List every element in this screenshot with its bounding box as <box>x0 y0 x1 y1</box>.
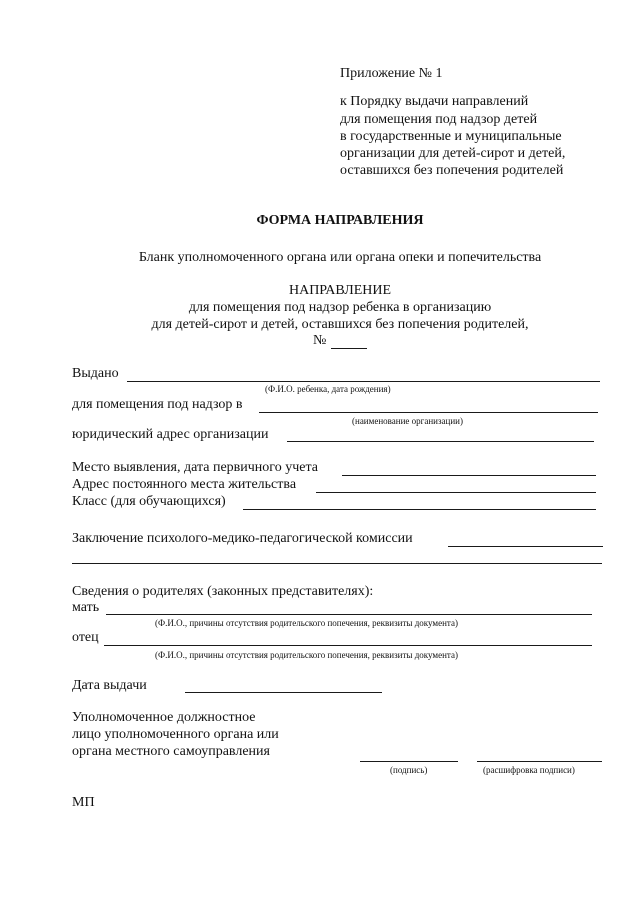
form-heading: ФОРМА НАПРАВЛЕНИЯ <box>256 213 424 228</box>
father-hint: (Ф.И.О., причины отсутствия родительского попечения, реквизиты документа) <box>155 650 458 660</box>
placement-line[interactable] <box>259 412 598 413</box>
placement-hint: (наименование организации) <box>352 416 463 426</box>
placement-label: для помещения под надзор в <box>72 397 243 412</box>
decode-hint: (расшифровка подписи) <box>483 765 575 775</box>
appendix-line: для помещения под надзор детей <box>340 112 538 127</box>
grade-label: Класс (для обучающихся) <box>72 494 226 509</box>
signature-line-text: лицо уполномоченного органа или <box>72 727 279 742</box>
appendix-line: организации для детей-сирот и детей, <box>340 146 566 161</box>
mother-line[interactable] <box>106 614 592 615</box>
grade-line[interactable] <box>243 509 596 510</box>
mother-hint: (Ф.И.О., причины отсутствия родительского попечения, реквизиты документа) <box>155 618 458 628</box>
mother-label: мать <box>72 600 100 615</box>
decode-line[interactable] <box>477 761 602 762</box>
appendix-title: Приложение № 1 <box>340 66 443 81</box>
father-line[interactable] <box>104 645 592 646</box>
commission-label: Заключение психолого-медико-педагогической комиссии <box>72 531 413 546</box>
father-label: отец <box>72 630 99 645</box>
detection-place-label: Место выявления, дата первичного учета <box>72 460 318 475</box>
direction-line: для помещения под надзор ребенка в организацию <box>188 300 492 315</box>
detection-place-line[interactable] <box>342 475 596 476</box>
appendix-line: в государственные и муниципальные <box>340 129 562 144</box>
sign-line[interactable] <box>360 761 458 762</box>
sign-hint: (подпись) <box>390 765 428 775</box>
number-line[interactable] <box>331 348 367 349</box>
number-label: № <box>313 333 327 348</box>
commission-line[interactable] <box>448 546 603 547</box>
issue-date-label: Дата выдачи <box>72 678 147 693</box>
direction-line: для детей-сирот и детей, оставшихся без попечения родителей, <box>151 317 529 332</box>
direction-title: НАПРАВЛЕНИЕ <box>288 283 392 298</box>
issue-date-line[interactable] <box>185 692 382 693</box>
stamp-label: МП <box>72 795 95 810</box>
issued-label: Выдано <box>72 366 119 381</box>
legal-address-label: юридический адрес организации <box>72 427 269 442</box>
signature-line-text: органа местного самоуправления <box>72 744 270 759</box>
residence-label: Адрес постоянного места жительства <box>72 477 297 492</box>
legal-address-line[interactable] <box>287 441 594 442</box>
signature-line-text: Уполномоченное должностное <box>72 710 256 725</box>
commission-line-2[interactable] <box>72 563 602 564</box>
appendix-line: оставшихся без попечения родителей <box>340 163 564 178</box>
blank-label: Бланк уполномоченного органа или органа опеки и попечительства <box>138 250 542 265</box>
residence-line[interactable] <box>316 492 596 493</box>
parents-label: Сведения о родителях (законных представителях): <box>72 584 374 599</box>
appendix-line: к Порядку выдачи направлений <box>340 94 529 109</box>
issued-line[interactable] <box>127 381 600 382</box>
issued-hint: (Ф.И.О. ребенка, дата рождения) <box>265 384 391 394</box>
